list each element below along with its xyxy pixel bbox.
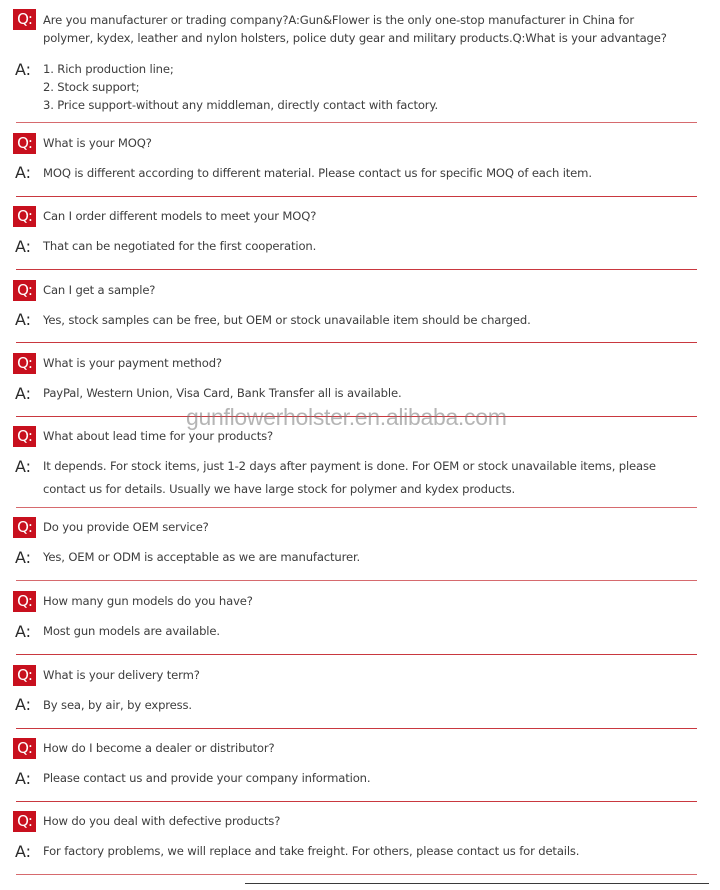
answer-text: PayPal, Western Union, Visa Card, Bank Transfer all is available. bbox=[43, 386, 402, 400]
answer-line: 1. Rich production line; bbox=[43, 62, 174, 76]
bottom-rule bbox=[245, 883, 709, 884]
question-badge: Q: bbox=[13, 280, 36, 301]
divider bbox=[16, 269, 697, 270]
answer-mark: A: bbox=[15, 695, 32, 714]
question-text bbox=[43, 11, 693, 47]
question-text: How do you deal with defective products? bbox=[43, 814, 281, 828]
divider bbox=[16, 874, 697, 875]
answer-mark: A: bbox=[15, 548, 32, 567]
question-text: Do you provide OEM service? bbox=[43, 520, 209, 534]
answer-mark: A: bbox=[15, 842, 32, 861]
divider bbox=[16, 654, 697, 655]
question-text: Can I get a sample? bbox=[43, 283, 156, 297]
question-badge: Q: bbox=[13, 353, 36, 374]
answer-line: It depends. For stock items, just 1-2 days after payment is done. For OEM or stock unavailable items, please bbox=[43, 459, 656, 473]
answer-mark: A: bbox=[15, 237, 32, 256]
question-text: What is your payment method? bbox=[43, 356, 222, 370]
question-line: Are you manufacturer or trading company?A:Gun&Flower is the only one-stop manufacturer in China for bbox=[43, 13, 634, 27]
divider bbox=[16, 580, 697, 581]
divider bbox=[16, 801, 697, 802]
answer-mark: A: bbox=[15, 60, 32, 79]
question-badge: Q: bbox=[13, 665, 36, 686]
question-badge: Q: bbox=[13, 591, 36, 612]
question-badge: Q: bbox=[13, 206, 36, 227]
answer-text: Yes, OEM or ODM is acceptable as we are manufacturer. bbox=[43, 550, 361, 564]
question-text: Can I order different models to meet your MOQ? bbox=[43, 209, 317, 223]
question-badge: Q: bbox=[13, 811, 36, 832]
answer-text: Most gun models are available. bbox=[43, 624, 220, 638]
question-badge: Q: bbox=[13, 133, 36, 154]
answer-mark: A: bbox=[15, 310, 32, 329]
answer-mark: A: bbox=[15, 769, 32, 788]
divider bbox=[16, 342, 697, 343]
answer-text bbox=[43, 455, 693, 501]
question-badge: Q: bbox=[13, 738, 36, 759]
question-text: How many gun models do you have? bbox=[43, 594, 253, 608]
question-text: What about lead time for your products? bbox=[43, 429, 273, 443]
answer-line: contact us for details. Usually we have large stock for polymer and kydex products. bbox=[43, 482, 516, 496]
question-text: What is your delivery term? bbox=[43, 668, 200, 682]
answer-text: Please contact us and provide your company information. bbox=[43, 771, 371, 785]
divider bbox=[16, 416, 697, 417]
answer-mark: A: bbox=[15, 163, 32, 182]
question-text: What is your MOQ? bbox=[43, 136, 152, 150]
question-badge: Q: bbox=[13, 9, 36, 30]
watermark: gunflowerholster.en.alibaba.com bbox=[186, 404, 507, 430]
divider bbox=[16, 507, 697, 508]
divider bbox=[16, 122, 697, 123]
answer-mark: A: bbox=[15, 384, 32, 403]
question-line: polymer, kydex, leather and nylon holsters, police duty gear and military products.Q:What is your advantage? bbox=[43, 31, 667, 45]
answer-text: Yes, stock samples can be free, but OEM or stock unavailable item should be charged. bbox=[43, 313, 531, 327]
answer-text: MOQ is different according to different material. Please contact us for specific MOQ of each item. bbox=[43, 166, 592, 180]
answer-mark: A: bbox=[15, 457, 32, 476]
answer-mark: A: bbox=[15, 622, 32, 641]
question-text: How do I become a dealer or distributor? bbox=[43, 741, 275, 755]
answer-text: For factory problems, we will replace and take freight. For others, please contact us for details. bbox=[43, 844, 580, 858]
answer-text: By sea, by air, by express. bbox=[43, 698, 192, 712]
answer-line: 2. Stock support; bbox=[43, 80, 140, 94]
question-badge: Q: bbox=[13, 426, 36, 447]
question-badge: Q: bbox=[13, 517, 36, 538]
answer-text bbox=[43, 60, 693, 114]
divider bbox=[16, 728, 697, 729]
divider bbox=[16, 196, 697, 197]
answer-text: That can be negotiated for the first cooperation. bbox=[43, 239, 317, 253]
answer-line: 3. Price support-without any middleman, directly contact with factory. bbox=[43, 98, 439, 112]
